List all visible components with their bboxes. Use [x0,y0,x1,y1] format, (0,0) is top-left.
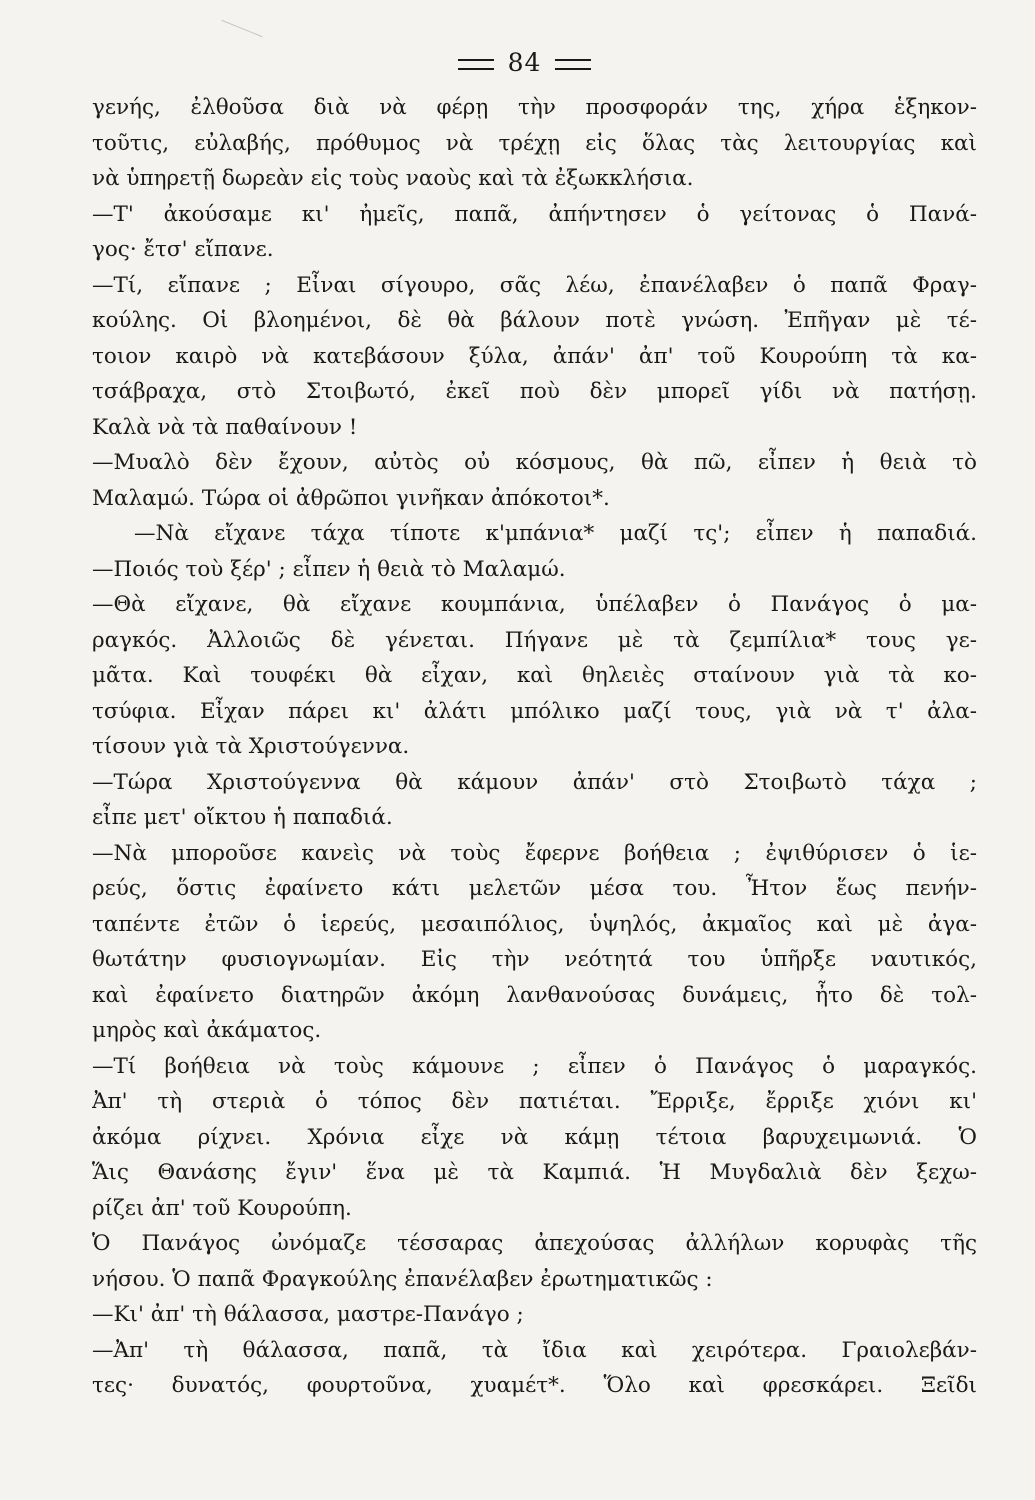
text-line: Ἅις Θανάσης ἔγιν' ἕνα μὲ τὰ Καμπιά. Ἡ Μυγδαλιὰ δὲν ξεχω- [92,1160,977,1185]
text-line: καὶ ἐφαίνετο διατηρῶν ἀκόμη λανθανούσας δυνάμεις, ἦτο δὲ τολ- [92,982,977,1008]
text-line: ρίζει ἀπ' τοῦ Κουρούπη. [92,1195,352,1221]
text-line: —Ποιός τοὺ ξέρ' ; εἶπεν ἡ θειὰ τὸ Μαλαμώ. [92,556,566,582]
text-line: ἀκόμα ρίχνει. Χρόνια εἶχε νὰ κάμῃ τέτοια βαρυχειμωνιά. Ὁ [92,1124,977,1150]
text-line: Ὁ Πανάγος ὠνόμαζε τέσσαρας ἀπεχούσας ἀλλήλων κορυφὰς τῆς [92,1231,977,1256]
text-line: —Τί, εἴπανε ; Εἶναι σίγουρο, σᾶς λέω, ἐπανέλαβεν ὁ παπᾶ Φραγ- [92,272,977,298]
text-line: ραγκός. Ἀλλοιῶς δὲ γένεται. Πήγανε μὲ τὰ ζεμπίλια* τους γε- [92,627,977,653]
page-header [72,40,977,90]
text-line: τίσουν γιὰ τὰ Χριστούγεννα. [92,734,410,759]
text-line: —Νὰ μποροῦσε κανεὶς νὰ τοὺς ἔφερνε βοήθεια ; ἐψιθύρισεν ὁ ἱε- [92,840,977,866]
text-line: μᾶτα. Καὶ τουφέκι θὰ εἶχαν, καὶ θηλειὲς σταίνουν γιὰ τὰ κο- [92,663,977,688]
paper-scratch-mark [221,20,262,37]
text-line: εἶπε μετ' οἴκτου ἡ παπαδιά. [92,805,393,830]
text-line: Μαλαμώ. Τώρα οἱ ἀθρῶποι γινῆκαν ἀπόκοτοι*. [92,485,610,511]
text-line: νήσου. Ὁ παπᾶ Φραγκούλης ἐπανέλαβεν ἐρωτηματικῶς : [92,1266,713,1292]
text-line: κούλης. Οἱ βλοημένοι, δὲ θὰ βάλουν ποτὲ γνώση. Ἐπῆγαν μὲ τέ- [92,308,977,333]
text-line: τσύφια. Εἶχαν πάρει κι' ἀλάτι μπόλικο μαζί τους, γιὰ νὰ τ' ἀλα- [92,698,977,724]
text-line: —Μυαλὸ δὲν ἔχουν, αὐτὸς οὐ κόσμους, θὰ πῶ, εἶπεν ἡ θειὰ τὸ [92,450,977,475]
text-line: Καλὰ νὰ τὰ παθαίνουν ! [92,414,358,440]
text-line: —Νὰ εἴχανε τάχα τίποτε κ'μπάνια* μαζί τς'; εἶπεν ἡ παπαδιά. [134,521,977,546]
text-line: —Κι' ἀπ' τὴ θάλασσα, μαστρε-Πανάγο ; [92,1302,524,1327]
text-line: ταπέντε ἐτῶν ὁ ἱερεύς, μεσαιπόλιος, ὑψηλός, ἀκμαῖος καὶ μὲ ἀγα- [92,911,977,937]
text-line: γος· ἔτσ' εἴπανε. [92,237,274,262]
text-line: τες· δυνατός, φουρτοῦνα, χυαμέτ*. Ὅλο καὶ φρεσκάρει. Ξεῖδι [92,1373,977,1398]
header-rule-right [555,59,591,70]
body-text [92,90,977,1404]
text-line: νὰ ὑπηρετῇ δωρεὰν εἰς τοὺς ναοὺς καὶ τὰ ἐξωκκλήσια. [92,166,694,191]
header-rule-left [458,59,494,70]
text-line: —Τί βοήθεια νὰ τοὺς κάμουνε ; εἶπεν ὁ Πανάγος ὁ μαραγκός. [92,1053,977,1079]
text-line: —Ἀπ' τὴ θάλασσα, παπᾶ, τὰ ἴδια καὶ χειρότερα. Γραιολεβάν- [92,1337,977,1363]
text-line: Ἀπ' τὴ στεριὰ ὁ τόπος δὲν πατιέται. Ἔρριξε, ἔρριξε χιόνι κι' [92,1089,977,1114]
text-line: μηρὸς καὶ ἀκάματος. [92,1018,322,1043]
text-line: γενής, ἐλθοῦσα διὰ νὰ φέρῃ τὴν προσφοράν της, χήρα ἑξηκον- [92,95,977,120]
text-line: τοῦτις, εὐλαβής, πρόθυμος νὰ τρέχῃ εἰς ὅλας τὰς λειτουργίας καὶ [92,130,977,156]
text-line: ρεύς, ὅστις ἐφαίνετο κάτι μελετῶν μέσα του. Ἦτον ἕως πενήν- [92,876,977,901]
text-line: —Τ' ἀκούσαμε κι' ἠμεῖς, παπᾶ, ἀπήντησεν ὁ γείτονας ὁ Πανά- [92,201,977,227]
page-number: 84 [507,48,542,77]
text-line: τσάβραχα, στὸ Στοιβωτό, ἐκεῖ ποὺ δὲν μπορεῖ γίδι νὰ πατήσῃ. [92,379,977,404]
text-line: τοιον καιρὸ νὰ κατεβάσουν ξύλα, ἀπάν' ἀπ' τοῦ Κουρούπη τὰ κα- [92,343,977,369]
text-line: —Τώρα Χριστούγεννα θὰ κάμουν ἀπάν' στὸ Στοιβωτὸ τάχα ; [92,769,977,795]
text-line: —Θὰ εἴχανε, θὰ εἴχανε κουμπάνια, ὑπέλαβεν ὁ Πανάγος ὁ μα- [92,592,977,617]
text-line: θωτάτην φυσιογνωμίαν. Εἰς τὴν νεότητά του ὑπῆρξε ναυτικός, [92,947,977,972]
